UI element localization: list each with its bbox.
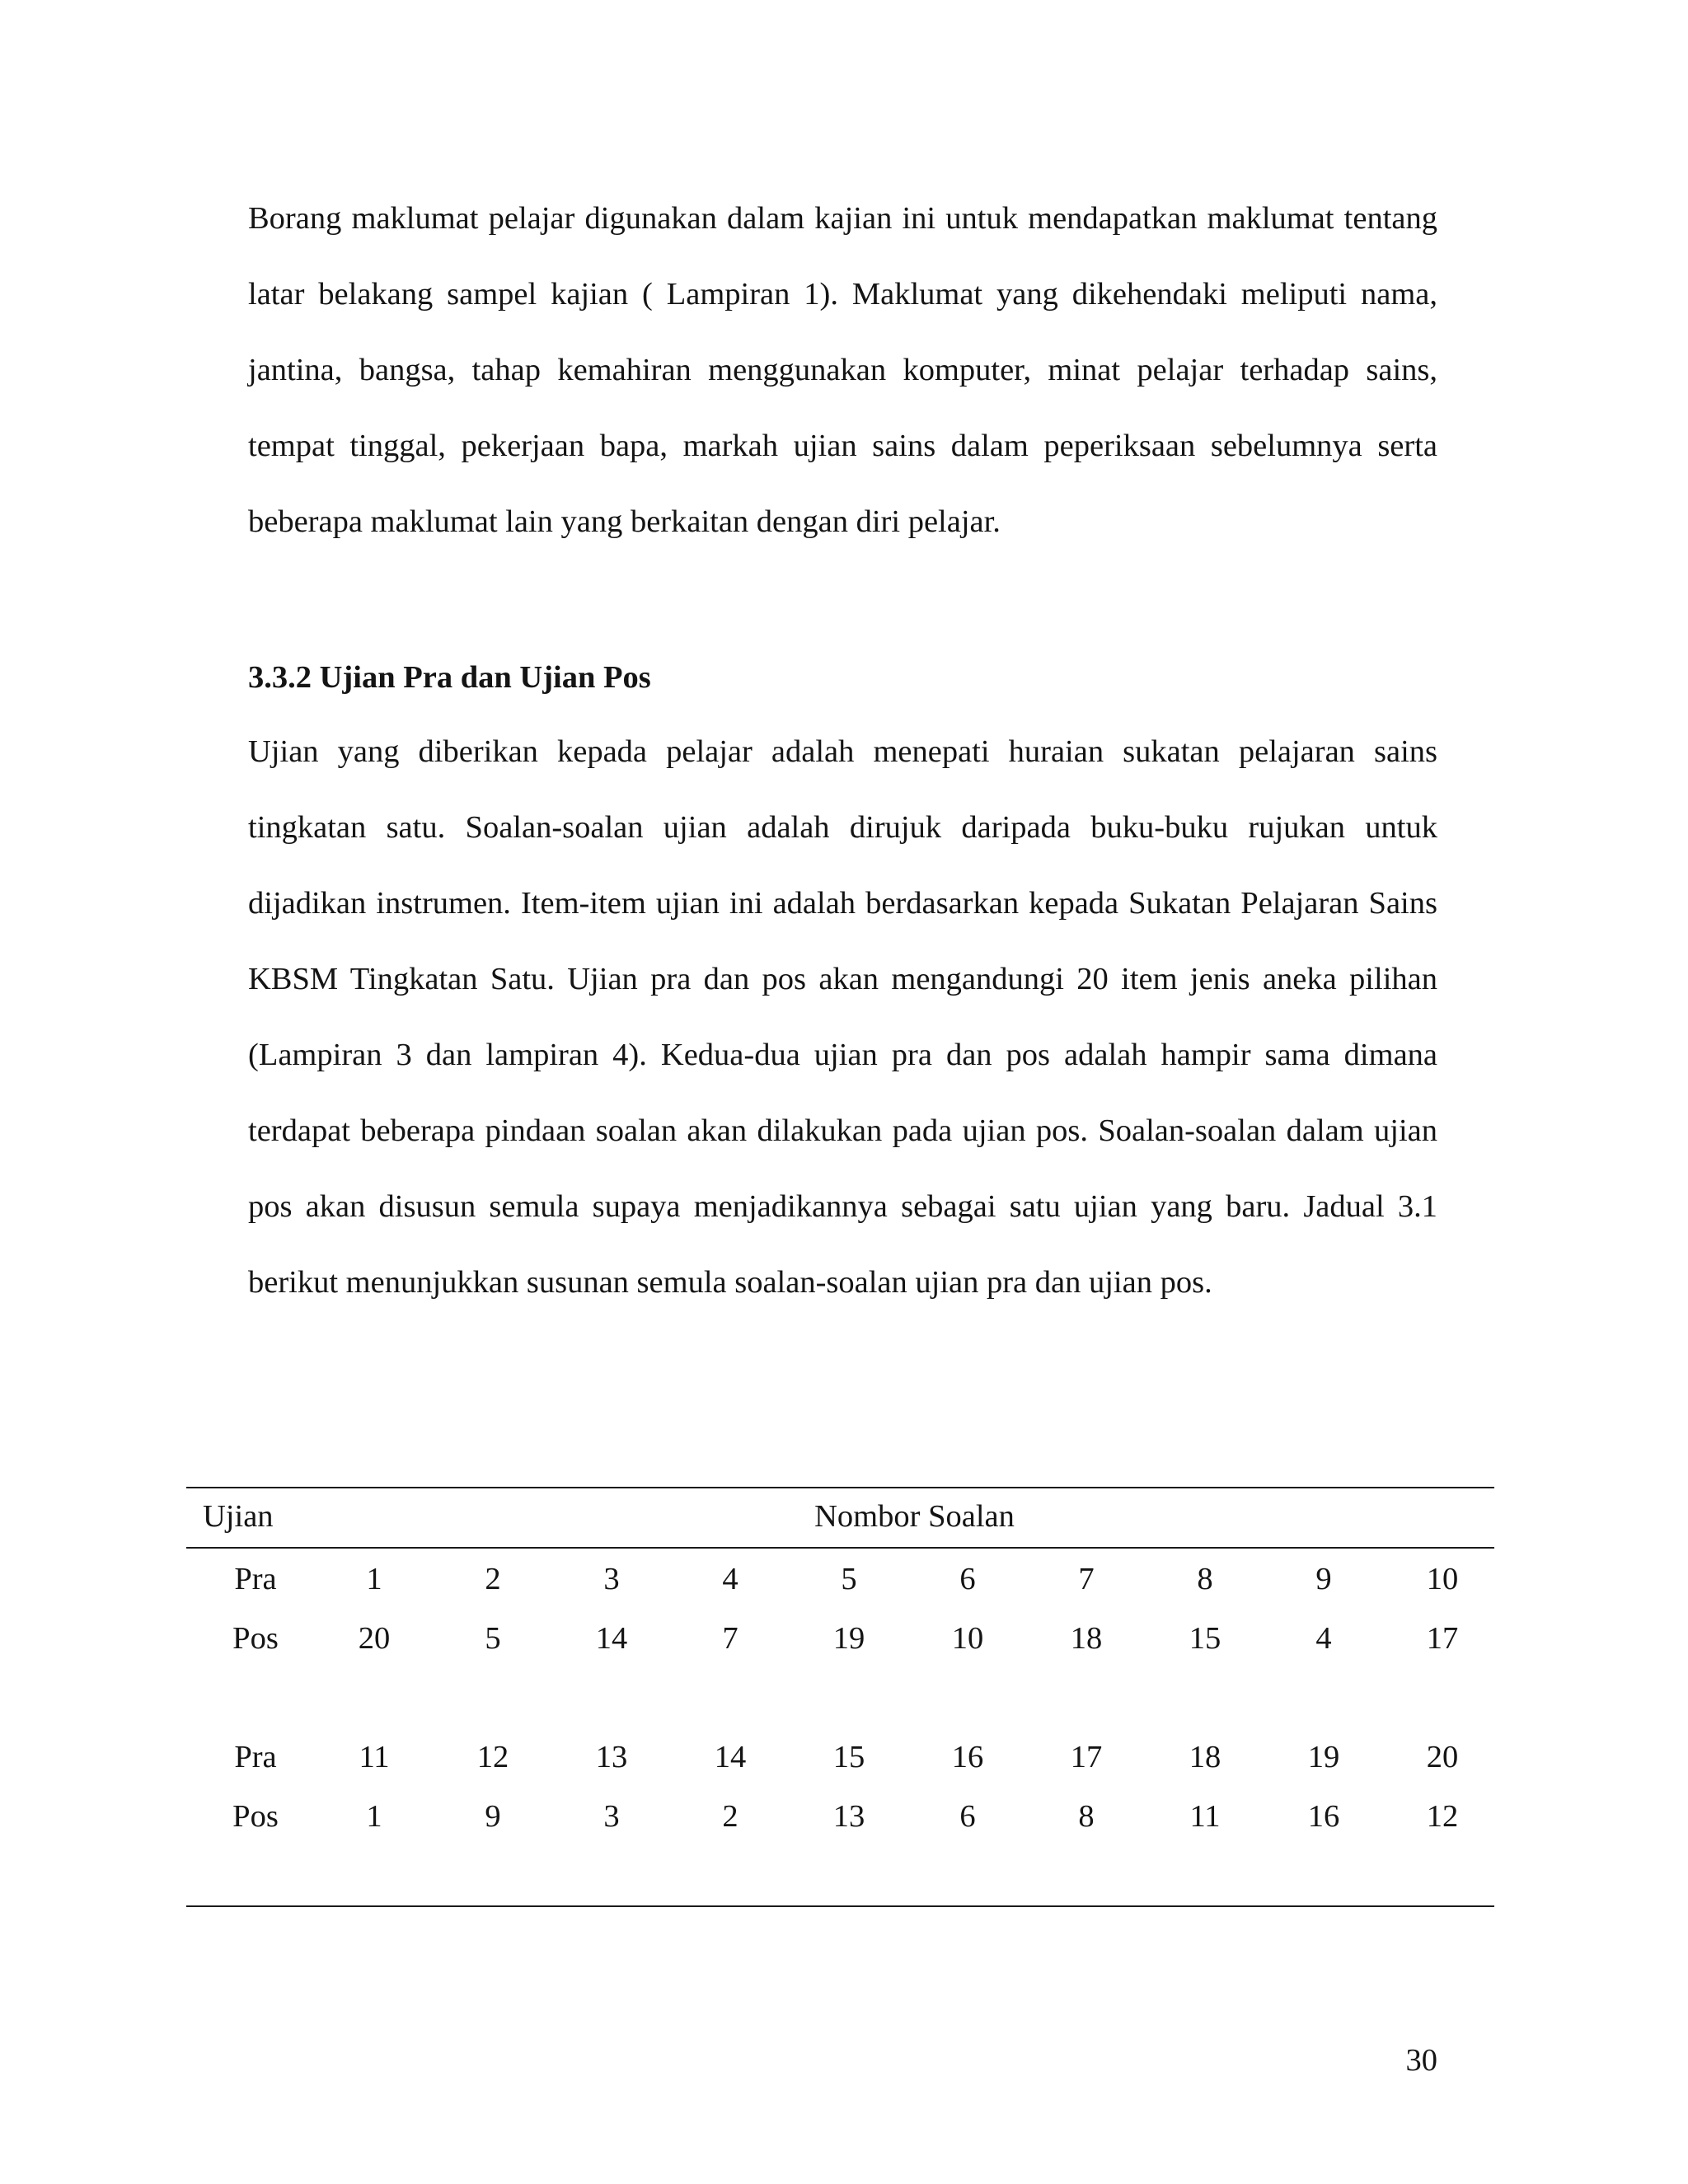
- table-row: [186, 1727, 1494, 1787]
- table-cell: 17: [1426, 1621, 1459, 1656]
- table-cell: 16: [1307, 1799, 1340, 1834]
- table-bottom-rule: [186, 1905, 1494, 1907]
- row-label: Pra: [234, 1562, 277, 1596]
- table-cell: 1: [366, 1799, 382, 1834]
- paragraph-borang-maklumat: Borang maklumat pelajar digunakan dalam kajian ini untuk mendapatkan maklumat tentang latar belakang sampel kajian ( Lampiran 1). Maklumat yang dikehendaki meliputi nama, jantina, bangsa, tahap kemahiran menggunakan komputer, minat pelajar terhadap sains, tempat tinggal, pekerjaan bapa, markah ujian sains dalam peperiksaan sebelumnya serta beberapa maklumat lain yang berkaitan dengan diri pelajar.: [248, 201, 1437, 539]
- page-number: 30: [1405, 2043, 1437, 2078]
- table-cell: 16: [951, 1740, 984, 1774]
- table-cell: 6: [959, 1562, 976, 1596]
- table-row: [186, 1549, 1494, 1609]
- table-cell: 19: [832, 1621, 865, 1656]
- table-cell: 20: [1426, 1740, 1459, 1774]
- table-cell: 4: [722, 1562, 738, 1596]
- table-cell: 8: [1078, 1799, 1095, 1834]
- table-cell: 13: [832, 1799, 865, 1834]
- table-cell: 15: [832, 1740, 865, 1774]
- table-cell: 13: [595, 1740, 628, 1774]
- table-header-rule: [186, 1547, 1494, 1549]
- section-heading: 3.3.2 Ujian Pra dan Ujian Pos: [248, 660, 651, 695]
- table-cell: 14: [714, 1740, 747, 1774]
- table-cell: 2: [722, 1799, 738, 1834]
- table-cell: 2: [485, 1562, 501, 1596]
- table-cell: 9: [1315, 1562, 1332, 1596]
- table-header-nombor-soalan: Nombor Soalan: [814, 1499, 1015, 1534]
- table-cell: 12: [1426, 1799, 1459, 1834]
- table-cell: 18: [1189, 1740, 1221, 1774]
- table-cell: 8: [1197, 1562, 1213, 1596]
- table-header-ujian: Ujian: [203, 1499, 274, 1534]
- table-cell: 5: [841, 1562, 857, 1596]
- table-cell: 19: [1307, 1740, 1340, 1774]
- row-label: Pos: [232, 1621, 279, 1656]
- row-label: Pos: [232, 1799, 279, 1834]
- table-row: [186, 1609, 1494, 1668]
- table-cell: 18: [1070, 1621, 1103, 1656]
- table-cell: 10: [951, 1621, 984, 1656]
- table-cell: 1: [366, 1562, 382, 1596]
- table-cell: 9: [485, 1799, 501, 1834]
- table-cell: 10: [1426, 1562, 1459, 1596]
- table-cell: 12: [476, 1740, 509, 1774]
- table-cell: 3: [603, 1799, 620, 1834]
- table-row: [186, 1787, 1494, 1846]
- table-cell: 7: [722, 1621, 738, 1656]
- table-cell: 4: [1315, 1621, 1332, 1656]
- table-cell: 15: [1189, 1621, 1221, 1656]
- table-cell: 11: [1189, 1799, 1221, 1834]
- table-cell: 3: [603, 1562, 620, 1596]
- paragraph-ujian-pra-pos: Ujian yang diberikan kepada pelajar adalah menepati huraian sukatan pelajaran sains tingkatan satu. Soalan-soalan ujian adalah dirujuk daripada buku-buku rujukan untuk dijadikan instrumen. Item-item ujian ini adalah berdasarkan kepada Sukatan Pelajaran Sains KBSM Tingkatan Satu. Ujian pra dan pos akan mengandungi 20 item jenis aneka pilihan (Lampiran 3 dan lampiran 4). Kedua-dua ujian pra dan pos adalah hampir sama dimana terdapat beberapa pindaan soalan akan dilakukan pada ujian pos. Soalan-soalan dalam ujian pos akan disusun semula supaya menjadikannya sebagai satu ujian yang baru. Jadual 3.1 berikut menunjukkan susunan semula soalan-soalan ujian pra dan ujian pos.: [248, 734, 1437, 1300]
- table-cell: 14: [595, 1621, 628, 1656]
- table-cell: 7: [1078, 1562, 1095, 1596]
- question-order-table: [186, 1487, 1494, 1907]
- table-cell: 17: [1070, 1740, 1103, 1774]
- table-cell: 11: [359, 1740, 390, 1774]
- row-label: Pra: [234, 1740, 277, 1774]
- table-cell: 6: [959, 1799, 976, 1834]
- table-cell: 20: [358, 1621, 391, 1656]
- table-cell: 5: [485, 1621, 501, 1656]
